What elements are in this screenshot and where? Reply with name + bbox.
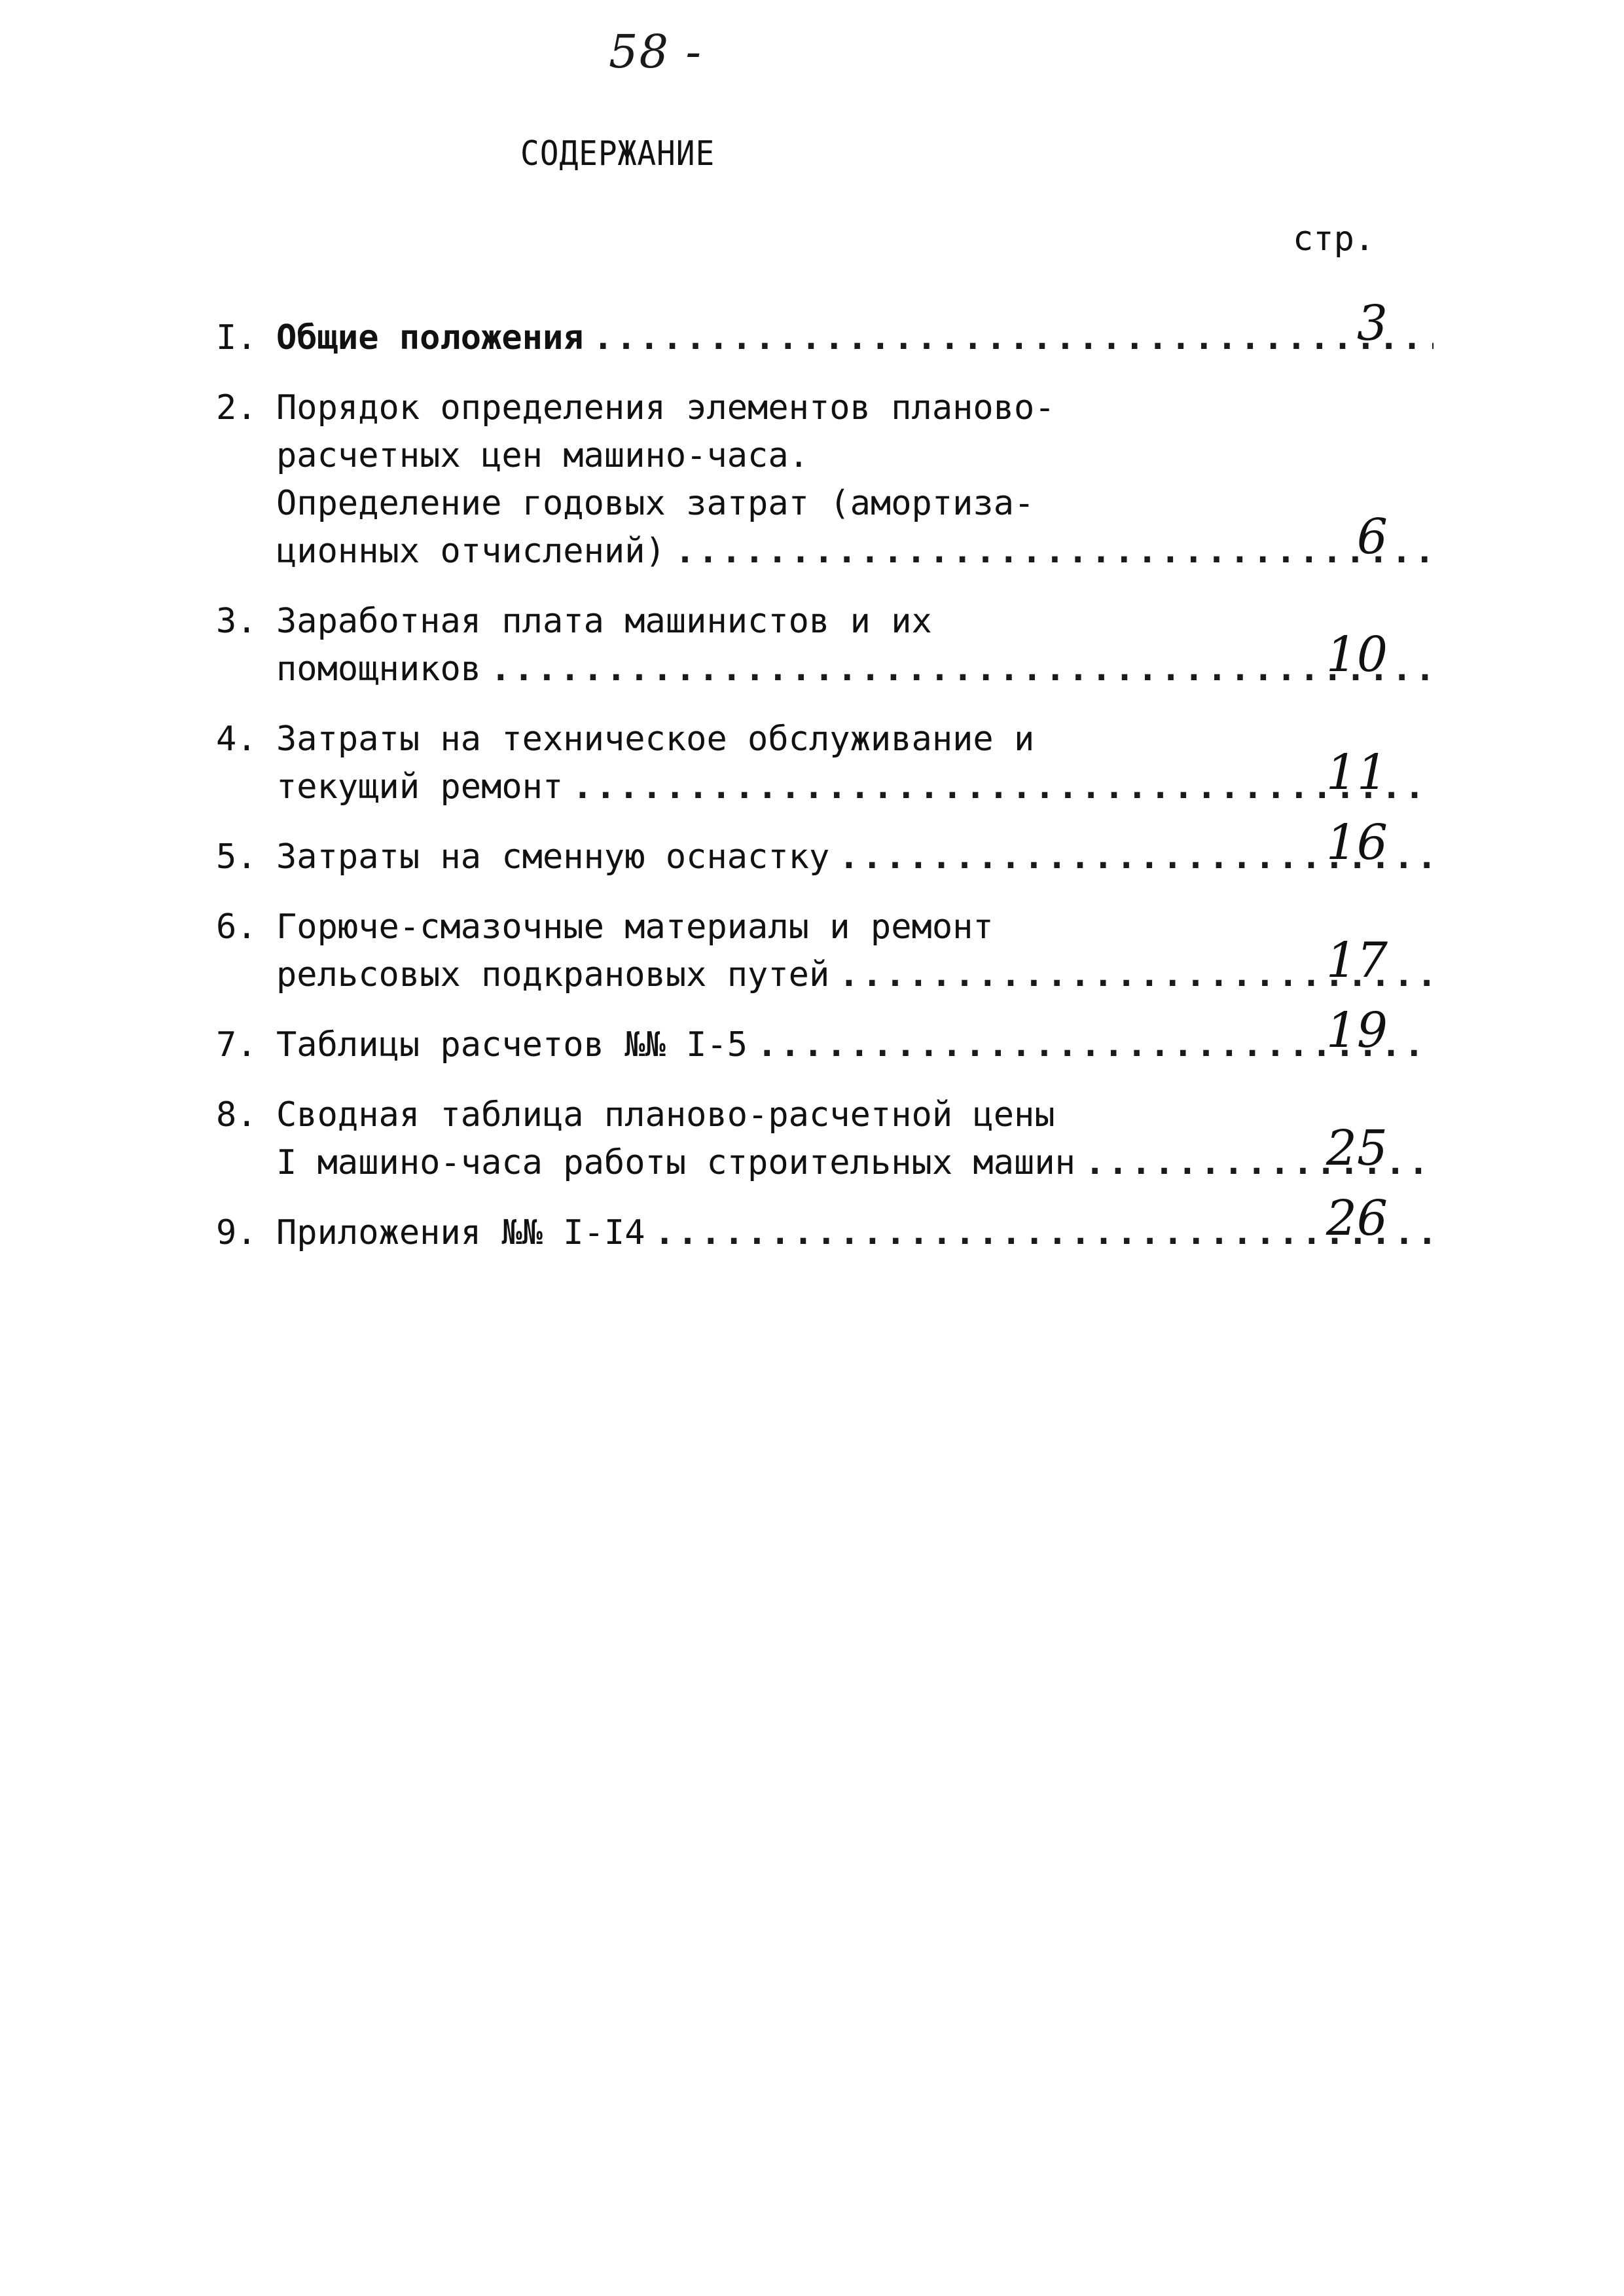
toc-entry-line <box>216 627 1434 693</box>
toc-entry-number: 9. <box>216 1213 257 1252</box>
page-number: 58 - <box>609 25 702 79</box>
toc-entry-line <box>216 716 1434 763</box>
dot-leader <box>593 314 1434 362</box>
toc-entry-title: Заработная плата машинистов и их <box>276 602 932 641</box>
toc-entry-number: 5. <box>216 837 257 877</box>
toc-entry-line <box>216 903 1434 951</box>
toc-entry-page: 3 <box>1356 295 1388 352</box>
toc-entry <box>216 598 1434 693</box>
page-title: СОДЕРЖАНИЕ <box>520 134 715 173</box>
dot-leader <box>572 763 1434 811</box>
toc-entry-line <box>216 509 1434 575</box>
toc-entry-line <box>216 744 1434 811</box>
toc-entry-page: 25 <box>1326 1120 1388 1176</box>
toc-entry <box>216 903 1434 999</box>
toc-entry-line <box>216 814 1434 881</box>
toc-entry-number: 8. <box>216 1095 257 1135</box>
dot-leader <box>655 1209 1434 1257</box>
toc-entry-line <box>216 598 1434 646</box>
dot-leader <box>675 528 1434 575</box>
toc-entry-title: Горюче-смазочные материалы и ремонт <box>276 907 994 947</box>
toc-entry-title: ционных отчислений) <box>276 532 666 571</box>
toc-entry-number: 3. <box>216 602 257 641</box>
toc-entry-title: текущий ремонт <box>276 767 564 807</box>
toc-entry-title: Таблицы расчетов №№ I-5 <box>276 1025 748 1065</box>
toc-entry-line <box>216 932 1434 999</box>
toc-entry <box>216 1091 1434 1187</box>
toc-entry-number: 7. <box>216 1025 257 1065</box>
toc-entry-title: Порядок определения элементов планово- <box>276 388 1055 428</box>
toc-entry-title: Общие положения <box>276 318 584 357</box>
dot-leader <box>490 646 1434 693</box>
toc-entry-page: 11 <box>1326 744 1388 801</box>
toc-entry-line <box>216 295 1434 362</box>
toc-entry <box>216 295 1434 362</box>
toc-entry-page: 26 <box>1326 1190 1388 1247</box>
toc-entry-number: I. <box>216 318 257 357</box>
toc-entry-title: Сводная таблица планово-расчетной цены <box>276 1095 1055 1135</box>
toc-entry-number: 2. <box>216 388 257 428</box>
toc-entry-line: Определение годовых затрат (амортиза- <box>276 484 1035 523</box>
toc-entry-line <box>216 384 1434 432</box>
toc-entry-page: 10 <box>1326 627 1388 683</box>
toc-entry-line <box>216 1002 1434 1069</box>
toc-entry-line <box>216 1190 1434 1257</box>
toc-entry-number: 4. <box>216 720 257 759</box>
toc-entry-page: 19 <box>1326 1002 1388 1059</box>
toc-entry-title: I машино-часа работы строительных машин <box>276 1143 1075 1182</box>
toc-entry-page: 16 <box>1326 814 1388 871</box>
toc-entry <box>216 814 1434 881</box>
toc-entry-page: 17 <box>1326 932 1388 989</box>
toc-entry-line: расчетных цен машино-часа. <box>276 436 809 475</box>
toc-entry <box>216 1190 1434 1257</box>
toc-entry-title: Затраты на сменную оснастку <box>276 837 830 877</box>
toc-entry <box>216 716 1434 811</box>
page-column-label: стр. <box>1293 219 1375 259</box>
toc-entry <box>216 1002 1434 1069</box>
toc-entry-title: помощников <box>276 649 482 689</box>
toc-entry-number: 6. <box>216 907 257 947</box>
toc-entry-title: Затраты на техническое обслуживание и <box>276 720 1035 759</box>
toc-entry-line <box>216 1120 1434 1187</box>
toc-entry-page: 6 <box>1356 509 1388 565</box>
table-of-contents <box>216 295 1434 1279</box>
toc-entry-line <box>216 1091 1434 1139</box>
toc-entry-title: Приложения №№ I-I4 <box>276 1213 645 1252</box>
toc-entry-title: рельсовых подкрановых путей <box>276 955 830 994</box>
toc-entry <box>216 384 1434 575</box>
